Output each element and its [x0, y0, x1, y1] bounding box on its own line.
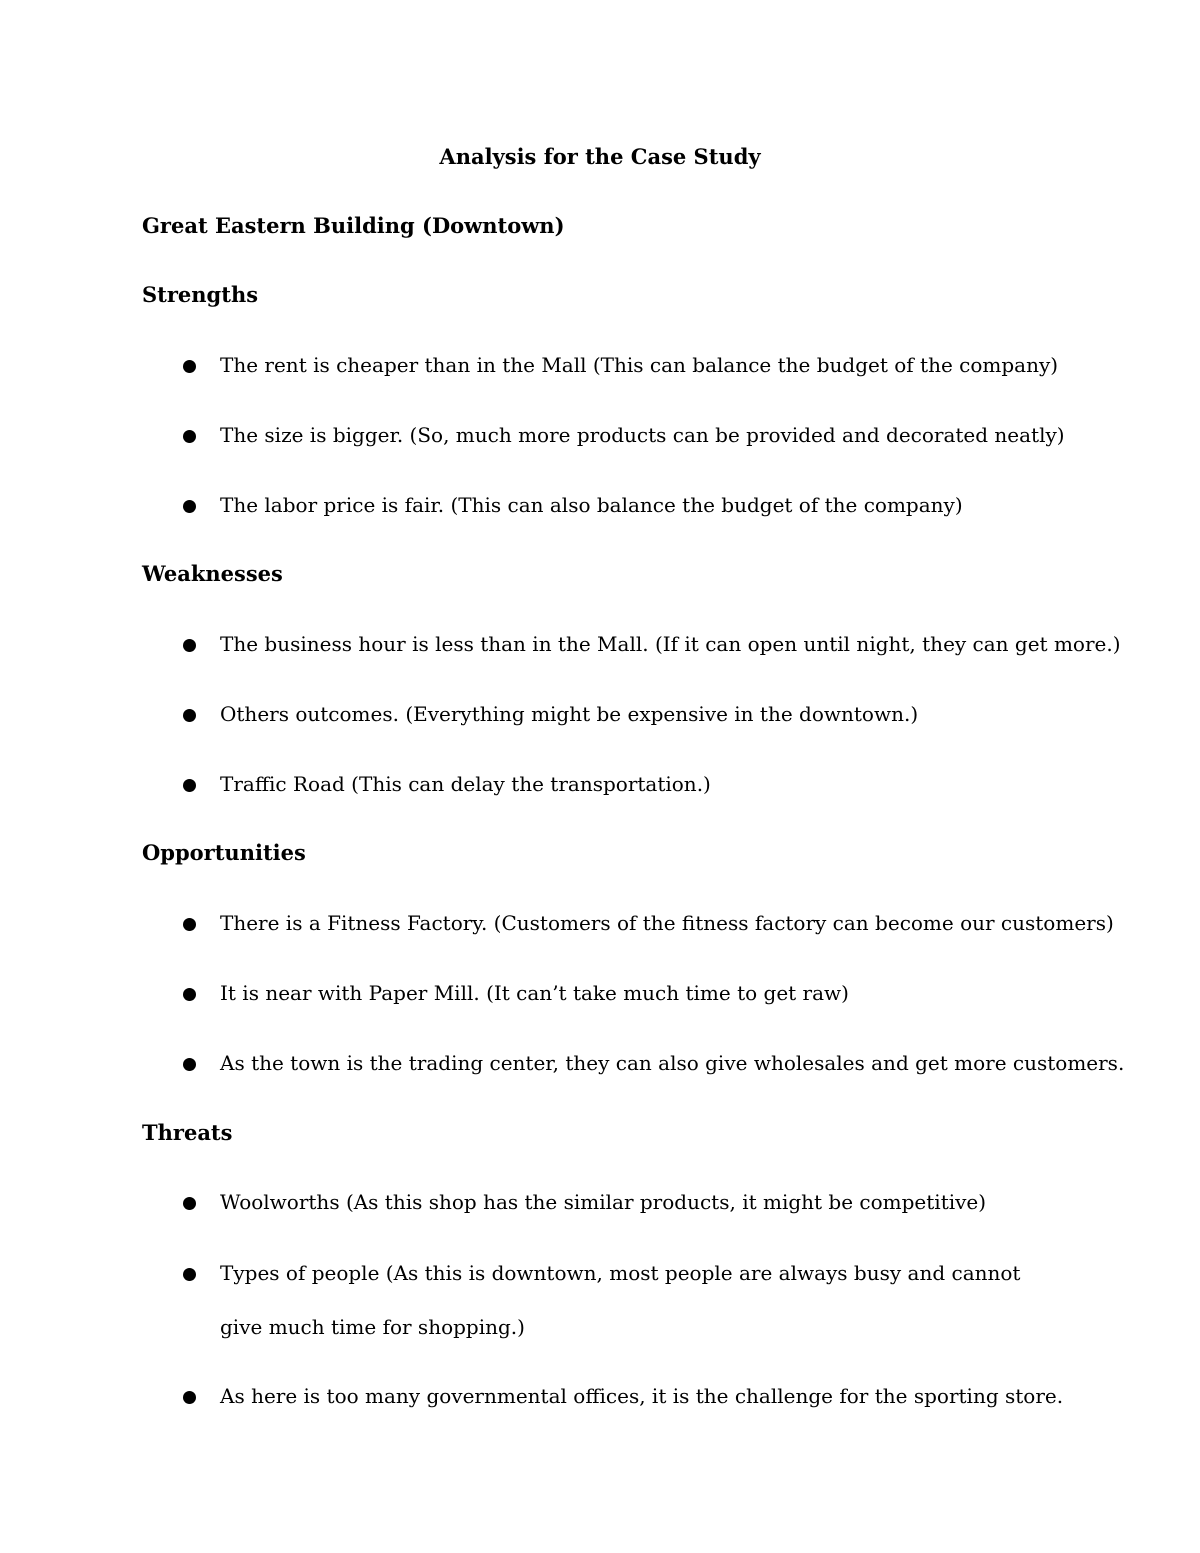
bullet-icon — [183, 709, 196, 722]
strengths-heading: Strengths — [142, 282, 259, 307]
weaknesses-heading: Weaknesses — [142, 561, 283, 586]
bullet-icon — [183, 430, 196, 443]
location-heading: Great Eastern Building (Downtown) — [142, 213, 565, 238]
strength-text: The rent is cheaper than in the Mall (This can balance the budget of the company) — [220, 353, 1059, 377]
bullet-icon — [183, 639, 196, 652]
strength-text: The labor price is fair. (This can also balance the budget of the company) — [220, 493, 963, 517]
threat-text: Types of people (As this is downtown, most people are always busy and cannot give much time for shopping.) — [220, 1261, 1021, 1339]
bullet-icon — [183, 500, 196, 513]
weakness-text: Others outcomes. (Everything might be expensive in the downtown.) — [220, 702, 919, 726]
opportunity-text: There is a Fitness Factory. (Customers of the fitness factory can become our customers) — [220, 911, 1114, 935]
bullet-icon — [183, 1058, 196, 1071]
document-title: Analysis for the Case Study — [439, 144, 761, 169]
threat-text: As here is too many governmental offices, it is the challenge for the sporting store. — [220, 1384, 1064, 1408]
bullet-icon — [183, 1197, 196, 1210]
bullet-icon — [183, 918, 196, 931]
bullet-icon — [183, 779, 196, 792]
opportunities-heading: Opportunities — [142, 840, 306, 865]
bullet-icon — [183, 1268, 196, 1281]
threat-text: Woolworths (As this shop has the similar products, it might be competitive) — [220, 1190, 987, 1214]
weakness-text: The business hour is less than in the Mall. (If it can open until night, they can get more.) — [220, 632, 1121, 656]
opportunity-text: It is near with Paper Mill. (It can’t take much time to get raw) — [220, 981, 849, 1005]
weakness-text: Traffic Road (This can delay the transportation.) — [220, 772, 711, 796]
threats-heading: Threats — [142, 1120, 233, 1145]
strength-text: The size is bigger. (So, much more products can be provided and decorated neatly) — [220, 423, 1065, 447]
bullet-icon — [183, 1391, 196, 1404]
bullet-icon — [183, 988, 196, 1001]
opportunity-text: As the town is the trading center, they can also give wholesales and get more customers. — [220, 1051, 1125, 1075]
bullet-icon — [183, 360, 196, 373]
